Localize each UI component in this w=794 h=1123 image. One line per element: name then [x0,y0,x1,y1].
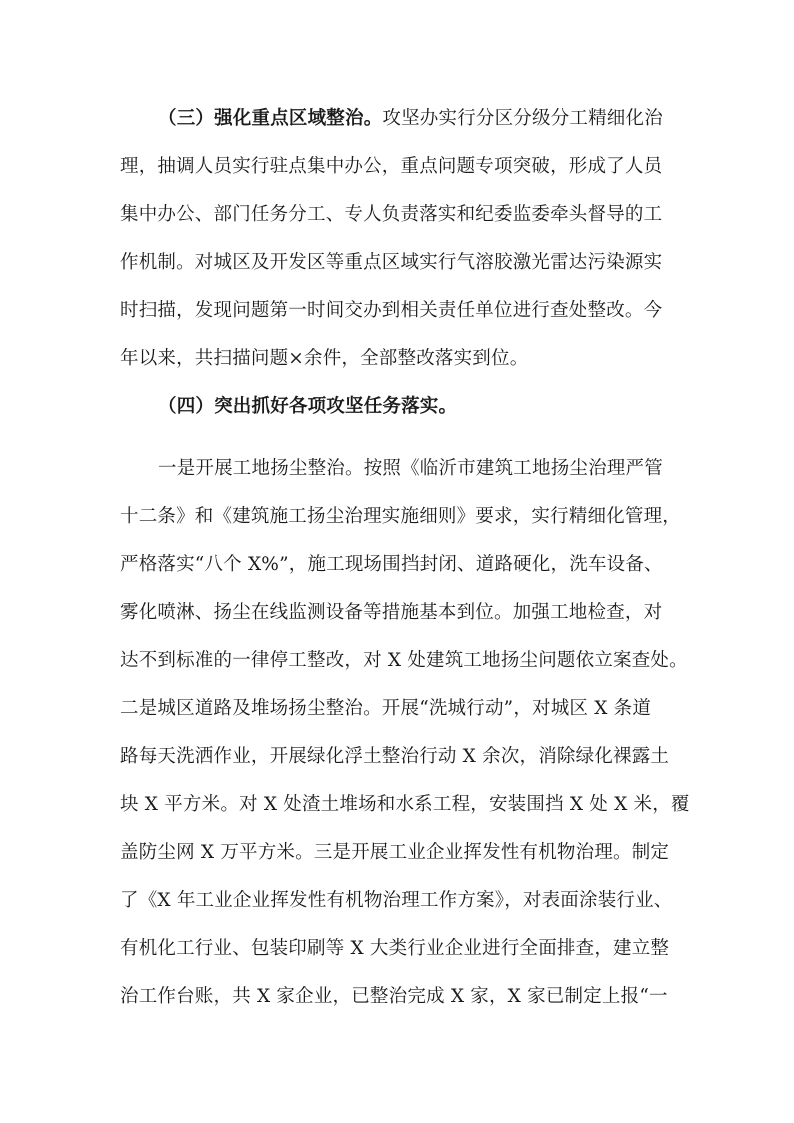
paragraph-5-line-6: 二是城区道路及堆场扬尘整治。开展“洗城行动”，对城区 X 条道 [120,698,652,719]
paragraph-5-line-1: 一是开展工地扬尘整治。按照《临沂市建筑工地扬尘治理严管 [158,458,663,479]
paragraph-5-line-5: 达不到标准的一律停工整改，对 X 处建筑工地扬尘问题依立案查处。 [120,650,688,671]
paragraph-3-line-3: 集中办公、部门任务分工、专人负责落实和纪委监委牵头督导的工 [120,204,663,225]
paragraph-5-line-4: 雾化喷淋、扬尘在线监测设备等措施基本到位。加强工地检查，对 [120,602,663,623]
paragraph-5-line-10: 了《X 年工业企业挥发性有机物治理工作方案》，对表面涂装行业、 [120,890,673,911]
paragraph-3-line-1-text: 攻坚办实行分区分级分工精细化治 [382,108,663,129]
paragraph-5-line-12: 治工作台账，共 X 家企业，已整治完成 X 家，X 家已制定上报“一 [120,986,668,1007]
paragraph-5-line-2: 十二条》和《建筑施工扬尘治理实施细则》要求，实行精细化管理， [120,506,682,527]
paragraph-5-line-11: 有机化工行业、包装印刷等 X 大类行业企业进行全面排查，建立整 [120,938,670,959]
paragraph-5-line-3: 严格落实“八个 X%”，施工现场围挡封闭、道路硬化，洗车设备、 [120,554,663,575]
paragraph-3-line-1 [158,107,663,131]
paragraph-3-heading: （三）强化重点区域整治。 [158,108,383,129]
paragraph-3-line-5: 时扫描，发现问题第一时间交办到相关责任单位进行查处整改。今 [120,300,663,321]
paragraph-5-line-8: 块 X 平方米。对 X 处渣土堆场和水系工程，安装围挡 X 处 X 米，覆 [120,794,690,815]
paragraph-5-line-7: 路每天洗洒作业，开展绿化浮土整治行动 X 余次，消除绿化裸露土 [120,746,670,767]
paragraph-3-line-6: 年以来，共扫描问题×余件，全部整改落实到位。 [120,348,529,369]
paragraph-5-line-9: 盖防尘网 X 万平方米。三是开展工业企业挥发性有机物治理。制定 [120,842,670,863]
paragraph-3-line-4: 作机制。对城区及开发区等重点区域实行气溶胶激光雷达污染源实 [120,252,663,273]
paragraph-3-line-2: 理，抽调人员实行驻点集中办公，重点问题专项突破，形成了人员 [120,156,663,177]
paragraph-4-heading: （四）突出抓好各项攻坚任务落实。 [158,396,458,417]
